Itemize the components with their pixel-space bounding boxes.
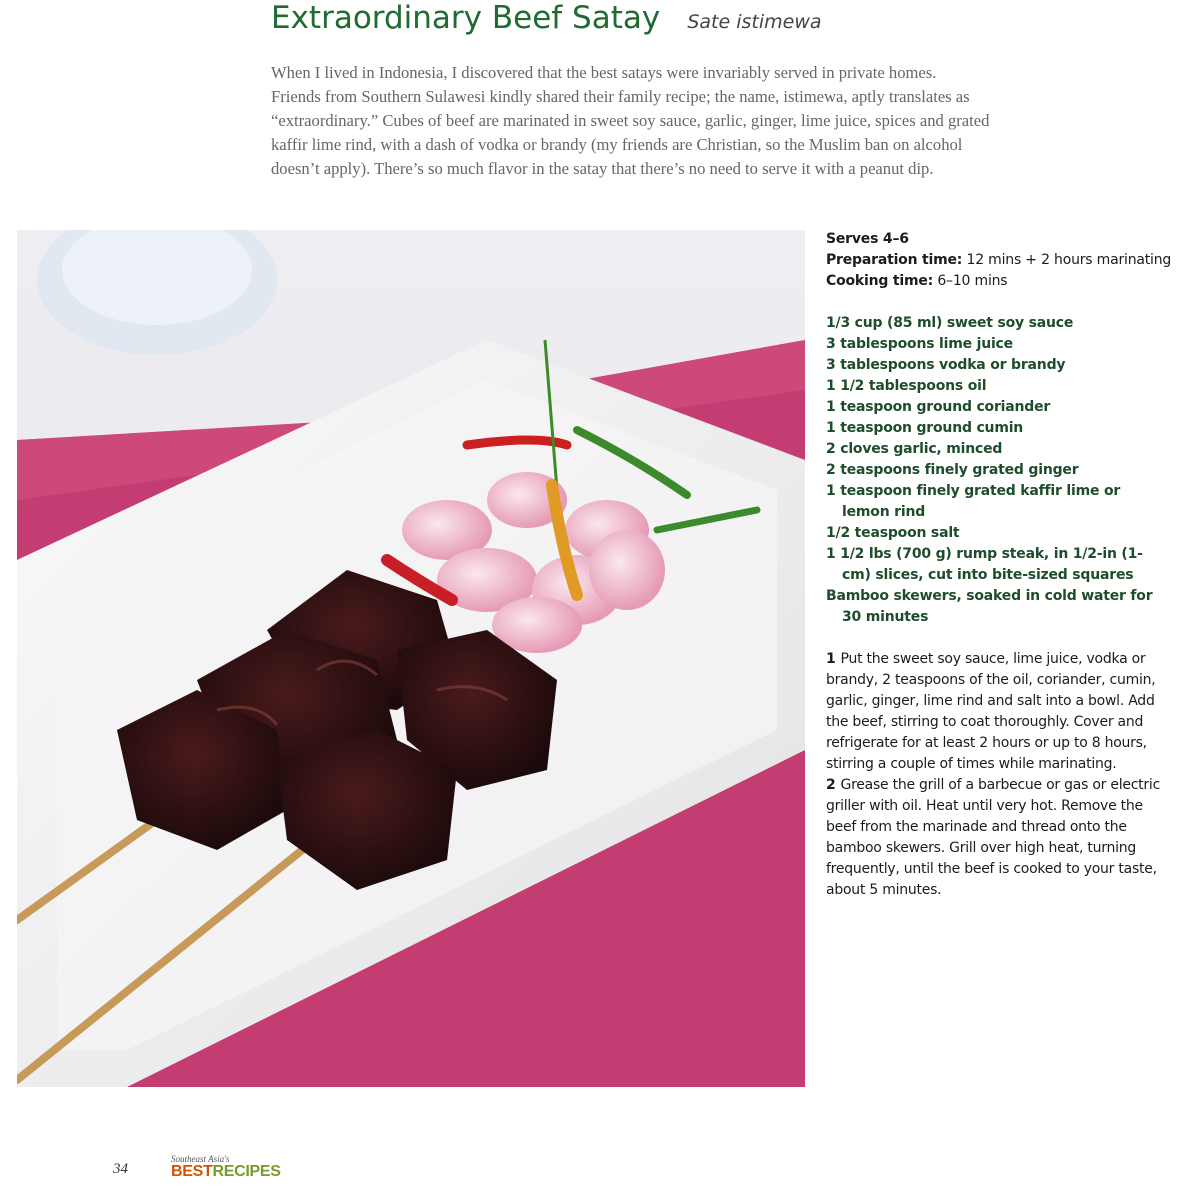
satay-photo [17,230,805,1087]
cook-value: 6–10 mins [937,273,1008,289]
method-step [826,775,1171,901]
page-number: 34 [113,1161,128,1177]
intro-line: kaffir lime rind, with a dash of vodka or brandy (my friends are Christian, so the Muslim ban on alcohol [271,135,963,154]
ingredient-item: 1/2 teaspoon salt [826,525,960,541]
method-step [826,649,1171,775]
logo-tagline: Southeast Asia's [171,1154,230,1164]
ingredient-item: 1/3 cup (85 ml) sweet soy sauce [826,315,1074,331]
step-text: Grease the grill of a barbecue or gas or electric griller with oil. Heat until very hot. Remove the beef from the marinade and thread onto the bamboo skewers. Grill over high heat, turning frequently, until the beef is cooked to your taste, about 5 minutes. [826,777,1161,898]
logo-best: BEST [171,1163,213,1180]
ingredient-item: 2 teaspoons finely grated ginger [826,462,1079,478]
recipe-intro [271,61,1091,181]
intro-line: Friends from Southern Sulawesi kindly shared their family recipe; the name, istimewa, aptly translates as [271,87,970,106]
prep-label: Preparation time: [826,252,963,268]
prep-value: 12 mins + 2 hours marinating [966,252,1172,268]
prep-time [826,250,1171,271]
ingredient-item: 2 cloves garlic, minced [826,441,1003,457]
recipe-subtitle: Sate istimewa [687,11,822,33]
step-text: Put the sweet soy sauce, lime juice, vodka or brandy, 2 teaspoons of the oil, coriander, cumin, garlic, ginger, lime rind and salt into a bowl. Add the beef, stirring to coat thoroughly. Cover and refrigerate for at least 2 hours or up to 8 hours, stirring a couple of times while marinating. [826,651,1156,772]
intro-line: “extraordinary.” Cubes of beef are marinated in sweet soy sauce, garlic, ginger, lime juice, spices and grated [271,111,990,130]
method-steps [826,649,1171,901]
serves: Serves 4–6 [826,231,909,247]
ingredient-item: 1 teaspoon ground cumin [826,420,1024,436]
ingredient-item: 1 teaspoon finely grated kaffir lime or lemon rind [826,483,1121,520]
intro-line: doesn’t apply). There’s so much flavor in the satay that there’s no need to serve it with a peanut dip. [271,159,934,178]
ingredient-item: 3 tablespoons vodka or brandy [826,357,1066,373]
ingredient-item: 1 1/2 lbs (700 g) rump steak, in 1/2-in (1-cm) slices, cut into bite-sized squares [826,546,1143,583]
intro-line: When I lived in Indonesia, I discovered that the best satays were invariably served in private homes. [271,63,937,82]
cook-label: Cooking time: [826,273,934,289]
logo-recipes: RECIPES [212,1163,281,1180]
logo-wordmark [171,1164,281,1180]
ingredient-list [826,313,1171,628]
book-logo [171,1154,281,1180]
recipe-title: Extraordinary Beef Satay [271,0,661,36]
cook-time [826,271,1171,292]
step-number: 1 [826,651,836,667]
step-number: 2 [826,777,836,793]
ingredient-item: 1 1/2 tablespoons oil [826,378,987,394]
recipe-header [271,0,1151,44]
ingredient-item: 1 teaspoon ground coriander [826,399,1051,415]
ingredient-item: Bamboo skewers, soaked in cold water for 30 minutes [826,588,1153,625]
recipe-sidebar [826,229,1171,901]
ingredient-item: 3 tablespoons lime juice [826,336,1013,352]
